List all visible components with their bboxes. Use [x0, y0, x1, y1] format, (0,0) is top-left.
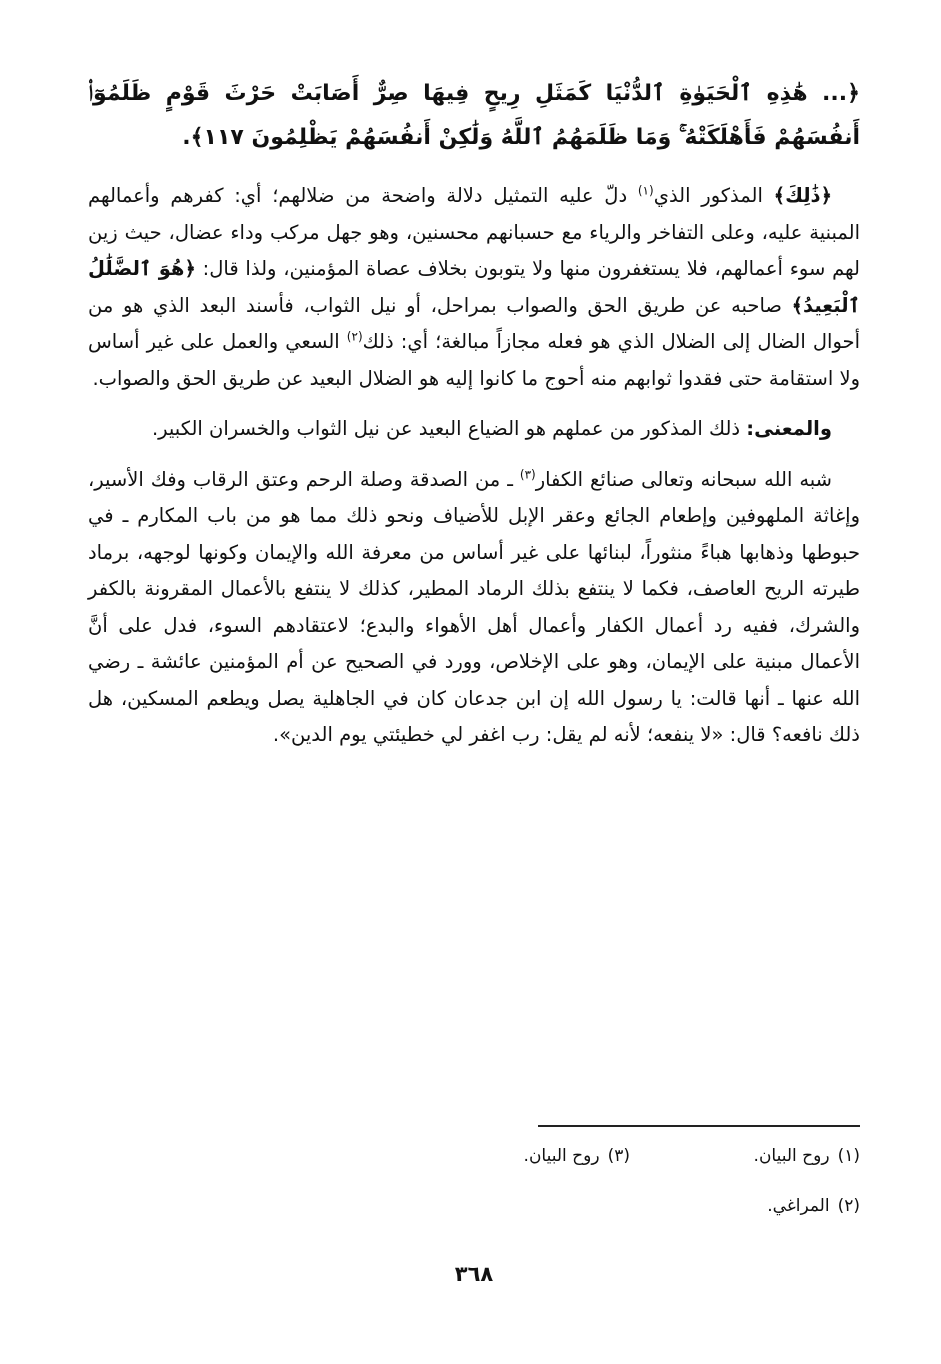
- para2-text: ذلك المذكور من عملهم هو الضياع البعيد عن نيل الثواب والخسران الكبير.: [151, 417, 747, 440]
- paragraph-3: [88, 462, 860, 754]
- footnotes: [88, 1142, 860, 1242]
- footnote-text: روح البيان.: [753, 1146, 830, 1166]
- quran-quote-dhalika: ﴿ذَٰلِكَ﴾: [773, 184, 832, 207]
- paragraph-1: [88, 178, 860, 397]
- footnote-ref-3[interactable]: (٣): [519, 467, 536, 481]
- footnote-1: [630, 1142, 860, 1170]
- footnote-3: [400, 1142, 630, 1170]
- para3-text-2: ـ من الصدقة وصلة الرحم وعتق الرقاب وفك الأسير، وإغاثة الملهوفين وإطعام الجائع وعقر الإبل للأضياف ونحو ذلك مما هو من باب المكارم ـ في حبوطها وذهابها هباءً منثوراً، لبنائها على غير أساس من معرفة الله والإيمان وكونها لوجهه، برماد طيرته الريح العاصف، فكما لا ينتفع بذلك الرماد المطير، كذلك لا ينتفع بالأعمال المقرونة بالكفر والشرك، ففيه رد أعمال الكفار وأعمال أهل الأهواء والبدع؛ لاعتقادهم السوء، فدل على أنَّ الأعمال مبنية على الإيمان، وهو على الإخلاص، وورد في الصحيح عن أم المؤمنين عائشة ـ رضي الله عنها ـ أنها قالت: يا رسول الله إن ابن جدعان كان في الجاهلية يصل ويطعم المسكين، هل ذلك نافعه؟ قال: «لا ينفعه؛ لأنه لم يقل: رب اغفر لي خطيئتي يوم الدين».: [88, 467, 860, 746]
- quran-quote-dalal: ﴿هُوَ ٱلضَّلَٰلُ ٱلْبَعِيدُ﴾: [88, 257, 860, 317]
- para1-text-1: المذكور الذي: [653, 184, 774, 207]
- footnote-text: روح البيان.: [523, 1146, 600, 1166]
- footnote-divider: [538, 1125, 860, 1127]
- footnote-number: (٢): [837, 1196, 860, 1216]
- footnote-text: المراغي.: [767, 1196, 830, 1216]
- page-number: ٣٦٨: [454, 1262, 494, 1286]
- footnote-row-1: [88, 1142, 860, 1170]
- para1-text-4: السعي والعمل على غير أساس ولا استقامة حتى فقدوا ثوابهم منه أحوج ما كانوا إليه هو الضلال البعيد عن طريق الحق والصواب.: [88, 330, 860, 390]
- footnote-ref-1[interactable]: (١): [637, 183, 654, 198]
- para1-text-3: صاحبه عن طريق الحق والصواب بمراحل، أو نيل الثواب، فأسند البعد الذي هو من أحوال الضال إلى الضلال الذي هو فعله مجازاً مبالغة؛ أي: ذلك: [88, 293, 860, 353]
- quran-verse: ﴿... هَٰذِهِ ٱلْحَيَوٰةِ ٱلدُّنْيَا كَمَثَلِ رِيحٍ فِيهَا صِرٌّ أَصَابَتْ حَرْثَ قَوْمٍ ظَلَمُوٓا۟ أَنفُسَهُمْ فَأَهْلَكَتْهُ ۚ وَمَا ظَلَمَهُمُ ٱللَّهُ وَلَٰكِنْ أَنفُسَهُمْ يَظْلِمُونَ ١١٧﴾.: [88, 81, 860, 150]
- para3-text-1: شبه الله سبحانه وتعالى صنائع الكفار: [535, 467, 833, 491]
- footnote-row-2: [88, 1192, 860, 1220]
- footnote-ref-2[interactable]: (٢): [346, 329, 363, 344]
- footnote-number: (٣): [607, 1146, 630, 1166]
- paragraph-2: [88, 411, 860, 448]
- para1-text-2: دلّ عليه التمثيل دلالة واضحة من ضلالهم؛ أي: كفرهم وأعمالهم المبنية عليه، وعلى التفاخر والرياء مع حسبانهم محسنين، وهو جهل مركب وداء عضال، حيث زين لهم سوء أعمالهم، فلا يستغفرون منها ولا يتوبون بخلاف عصاة المؤمنين، ولذا قال:: [88, 184, 860, 280]
- meaning-label: والمعنى:: [746, 417, 832, 440]
- footnote-2: [630, 1192, 860, 1220]
- page: [88, 72, 860, 1312]
- footnote-number: (١): [837, 1146, 860, 1166]
